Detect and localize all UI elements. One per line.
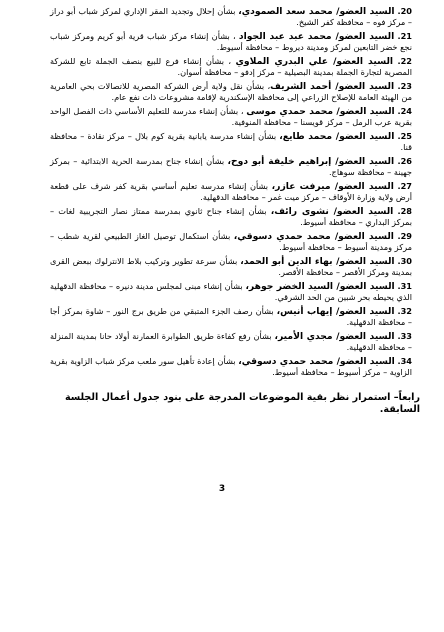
list-item [50,281,412,303]
list-item [50,56,412,78]
item-number: 29. [397,231,412,241]
item-number: 26. [397,156,412,166]
member-name: السيد العضو/ مجدي الأمير، [274,331,395,342]
member-name: السيد العضو/ نشوى رائف، [270,206,394,217]
item-text: بشأن استكمال توصيل الغاز الطبيعي لقرية شطب – مركز ومدينة أسيوط – محافظة أسيوط. [50,231,412,253]
item-number: 22. [397,56,412,66]
item-number: 33. [397,331,413,341]
item-text: بشأن رصف الجزء المتبقي من طريق برج النور – شاوة بمركز أجا – محافظة الدقهلية. [50,306,412,328]
list-item [50,356,412,378]
item-text: ، بشأن إنشاء فرع للبيع بنصف الجملة تابع للشركة المصرية لتجارة الجملة بمدينة البصيلية – مركز إدفو – محافظة أسوان. [50,56,412,78]
page-number: 3 [218,484,226,494]
item-number: 30. [397,256,412,266]
item-text: بشأن إنشاء جناح بمدرسة الحرية الابتدائية – بمركز جهينة – محافظة سوهاج. [50,156,412,178]
list-item [50,306,412,328]
list-item [50,181,412,203]
member-name: السيد العضو/ علي البدري الملاوي [235,56,394,67]
member-name: السيد العضو/ بهاء الدين أبو الحمد، [240,256,395,267]
list-item [50,131,412,153]
list-item [50,81,412,103]
item-text: بشأن إنشاء مدرسة يابانية بقرية كوم بلال – مركز نقادة – محافظة قنا. [50,131,412,153]
item-number: 25. [397,131,413,141]
list-item [50,231,412,253]
member-name: السيد العضو/ محمد حمدي دسوقي، [233,231,394,242]
list-item [50,106,412,128]
item-text: بشأن إنشاء جناح ثانوي بمدرسة ممتاز نصار التجريبية لغات – بمركز البداري – محافظة أسيوط. [50,206,412,228]
item-text: بشأن سرعة تطوير وتركيب بلاط الانترلوك ببعض القرى بمدينة ومركز الأقصر – محافظة الأقصر. [50,256,412,278]
list-item [50,206,412,228]
item-text: بشأن إحلال وتجديد المقر الإداري لمركز شباب أبو دراز – مركز فوه – محافظة كفر الشيخ. [50,6,412,28]
item-text: ، بشأن إنشاء مدرسة للتعليم الأساسي ذات الفصل الواحد بقرية عرب الرمل – مركز قويسنا – محافظة المنوفية. [50,106,412,128]
member-name: السيد العضو/ السيد الخضر جوهر، [245,281,395,292]
member-name: السيد العضو/ ميرفت عازر، [271,181,394,192]
member-name: السيد العضو/ محمد حمدي دسوقي، [238,356,395,367]
item-text: بشأن رفع كفاءة طريق الطوابرة العمارنة أولاد حانا بمدينة المنزلة – محافظة الدقهلية. [50,331,412,353]
item-number: 24. [397,106,412,116]
item-number: 20. [397,6,412,16]
item-number: 23. [397,81,412,91]
item-number: 34. [397,356,413,366]
member-name: السيد العضو/ محمد طايع، [279,131,395,142]
item-text: ، بشأن إنشاء مركز شباب قرية أبو كريم ومركز شباب نجع خضر التابعين لمركز ومدينة ديروط – محافظة أسيوط. [50,31,412,53]
item-number: 27. [397,181,413,191]
list-item [50,31,412,53]
list-item [50,6,412,28]
member-name: السيد العضو/ أحمد الشريف [270,81,395,92]
section-heading: رابعاً– استمرار نظر بقية الموضوعات المدرجة على بنود جدول أعمال الجلسة السابقة. [64,392,420,416]
item-number: 31. [397,281,412,291]
member-name: السيد العضو/ محمد عبد عبد الجواد [238,31,395,42]
list-item [50,331,412,353]
item-text: ، بشأن نقل ولاية أرض الشركة المصرية للاتصالات بحي العامرية من الهيئة العامة للإصلاح الزراعي إلى محافظة الإسكندرية لإقامة مشروعات ذات نفع عام. [50,81,412,103]
item-text: بشأن إعادة تأهيل سور ملعب مركز شباب الزاوية بقرية الزاوية – مركز أسيوط – محافظة أسيوط. [50,356,412,378]
member-name: السيد العضو/ محمد سعد الصمودي، [238,6,395,17]
member-name: السيد العضو/ إبراهيم خليفة أبو دوح، [227,156,395,167]
item-number: 21. [397,31,412,41]
list-item [50,156,412,178]
item-number: 32. [397,306,412,316]
item-number: 28. [397,206,413,216]
member-name: السيد العضو/ إيهاب أنيس، [276,306,395,317]
item-text: بشأن إنشاء مبنى لمجلس مدينة دنيره – محافظة الدقهلية الذي يحيطه بحر شبين من الحد الشرقي. [50,281,412,303]
member-name: السيد العضو/ محمد حمدي موسى [246,106,395,117]
item-text: بشأن إنشاء مدرسة تعليم أساسي بقرية كفر شرف على قطعة أرض ولاية وزارة الأوقاف – مركز ميت غمر – محافظة الدقهلية. [50,181,412,203]
list-item [50,256,412,278]
